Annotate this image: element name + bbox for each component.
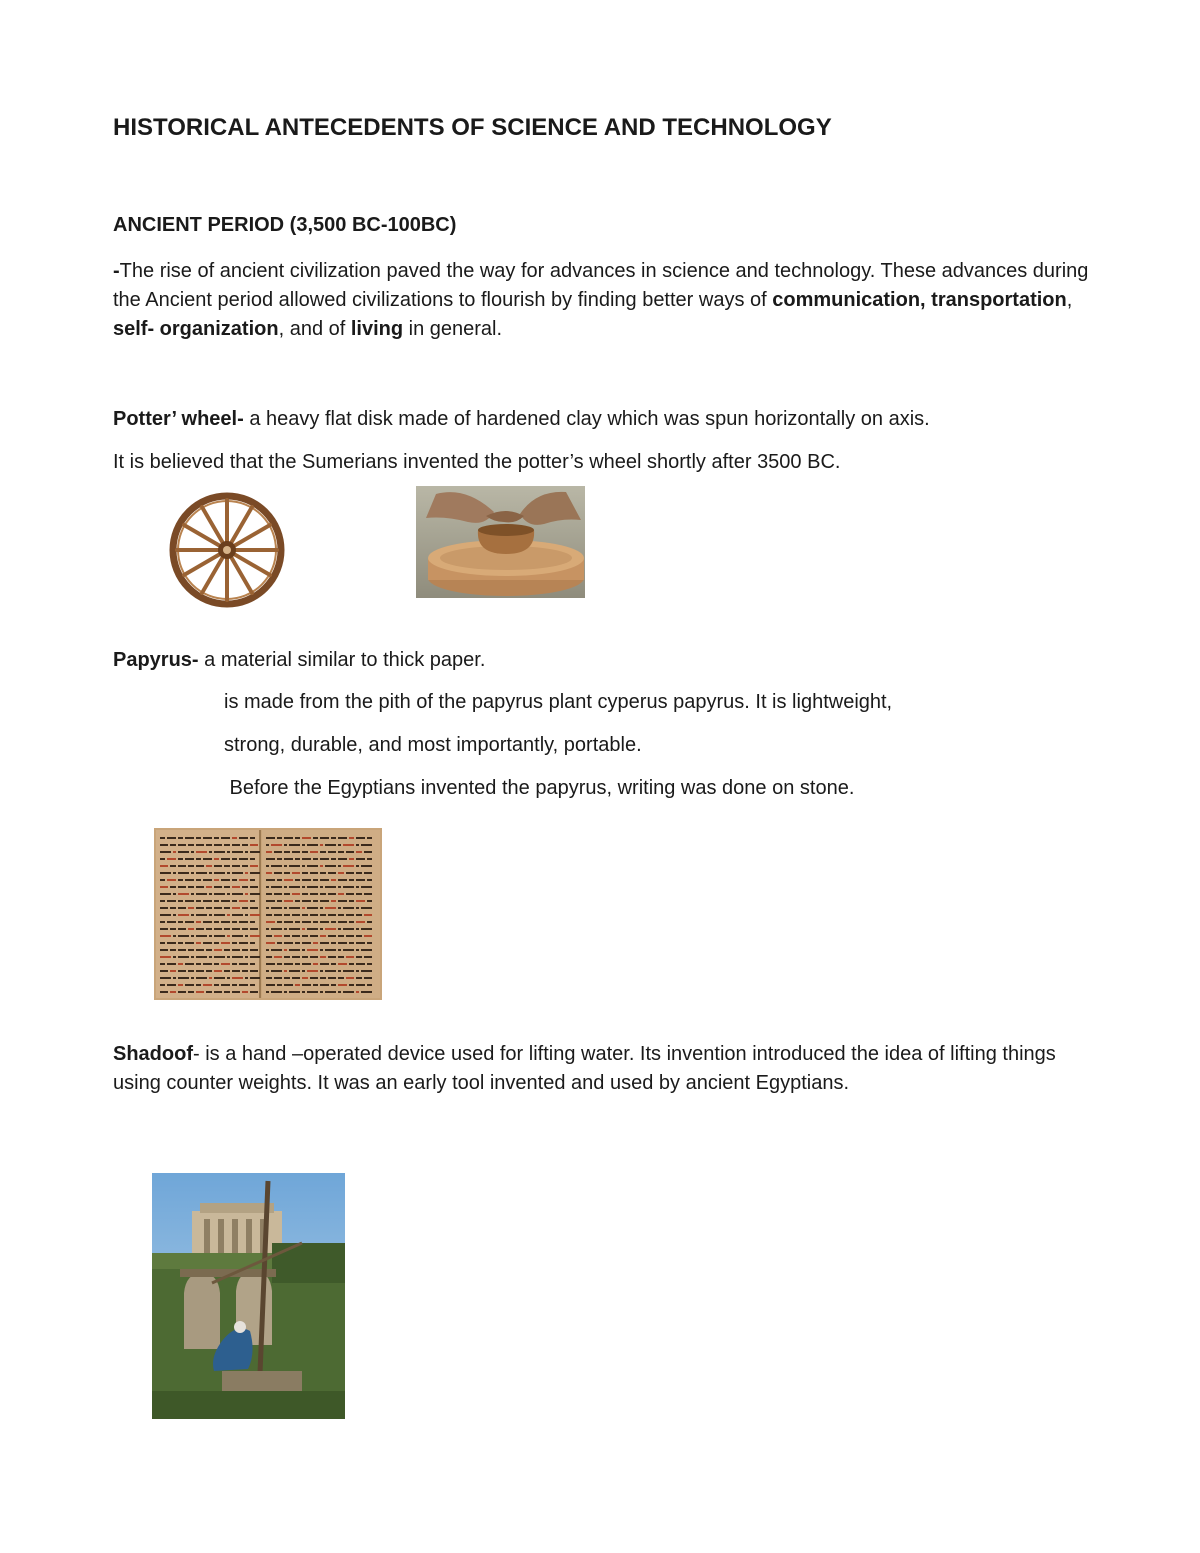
papyrus-definition: [113, 646, 485, 675]
potter-term: Potter’ wheel-: [113, 408, 244, 430]
intro-sep: ,: [1066, 289, 1073, 311]
papyrus-def: a material similar to thick paper.: [198, 649, 486, 671]
intro-bold-living: living: [350, 318, 404, 340]
potter-def: a heavy flat disk made of hardened clay which was spun horizontally on axis.: [243, 408, 930, 430]
intro-bold-self-organization: self- organization: [113, 318, 279, 340]
papyrus-line2: is made from the pith of the papyrus plant cyperus papyrus. It is lightweight,: [224, 691, 893, 713]
section-heading: ANCIENT PERIOD (3,500 BC-100BC): [113, 214, 457, 236]
intro-bold-communication: communication, transportation: [772, 289, 1067, 311]
shadoof-image: [152, 1173, 345, 1419]
intro-dash: -: [113, 260, 120, 282]
pottery-image: [416, 486, 585, 598]
papyrus-line4: Before the Egyptians invented the papyrus, writing was done on stone.: [224, 777, 855, 799]
potter-definition: [113, 405, 930, 434]
papyrus-term: Papyrus-: [113, 649, 199, 671]
intro-text-end: in general.: [403, 318, 503, 340]
intro-text: The rise of ancient civilization paved the way for advances in science and technology. These advances during the Ancient period allowed civilizations to flourish by finding better ways of: [113, 260, 1089, 311]
intro-sep: , and of: [278, 318, 351, 340]
shadoof-paragraph: [113, 1040, 1103, 1098]
intro-paragraph: [113, 257, 1103, 344]
papyrus-image: [152, 826, 384, 1002]
papyrus-line3: strong, durable, and most importantly, portable.: [224, 734, 642, 756]
wheel-image: [167, 492, 287, 608]
shadoof-term: Shadoof: [113, 1043, 193, 1065]
potter-line2: It is believed that the Sumerians invented the potter’s wheel shortly after 3500 BC.: [113, 451, 841, 473]
page-title: HISTORICAL ANTECEDENTS OF SCIENCE AND TECHNOLOGY: [113, 114, 832, 141]
shadoof-def: - is a hand –operated device used for lifting water. Its invention introduced the idea of lifting things using counter weights. It was an early tool invented and used by ancient Egyptians.: [113, 1043, 1056, 1094]
